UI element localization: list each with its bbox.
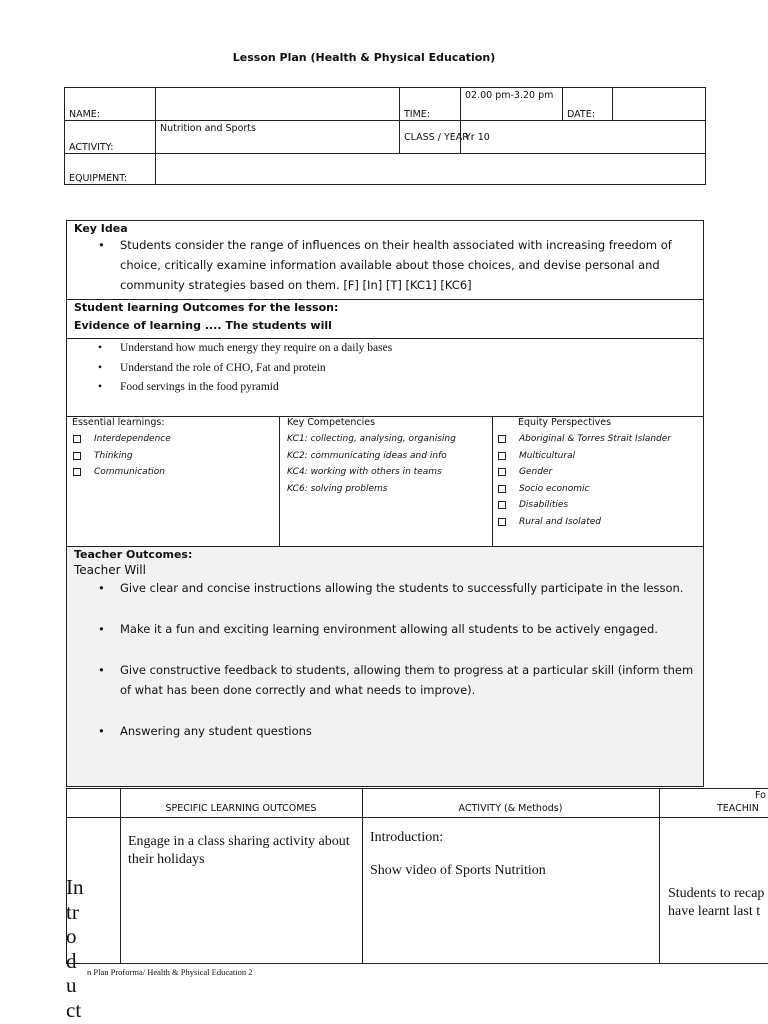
teaching-column-header: TEACHIN [717,803,759,814]
key-idea-bullet: • Students consider the range of influences on their health associated with increasing freedom of choice, critically examine information available about those choices, and devise personal and community strategies based on them. [F] [In] [T] [KC1] [KC6] [120,235,696,295]
equity-perspectives-column [492,417,703,546]
checkbox-icon[interactable] [498,501,506,509]
lesson-header-table [64,87,706,185]
key-idea-box [66,220,704,417]
essential-learning-item: Interdependence [67,431,279,448]
competency-item: KC2: communicating ideas and info [287,450,447,461]
equity-item: Rural and Isolated [492,514,703,531]
equity-item: Aboriginal & Torres Strait Islander [492,431,703,448]
equity-item: Multicultural [492,448,703,465]
activity-intro: Introduction: [370,830,444,845]
teacher-outcome-item: • Make it a fun and exciting learning environment allowing all students to be actively engaged. [120,619,696,639]
equity-item: Disabilities [492,497,703,514]
learning-framework-box [66,416,704,547]
equipment-label: EQUIPMENT: [65,154,156,185]
essential-learning-item: Communication [67,464,279,481]
checkbox-icon[interactable] [73,468,81,476]
teacher-outcomes-heading: Teacher Outcomes: [74,548,193,561]
page-footer: n Plan Proforma/ Health & Physical Education 2 [87,967,253,977]
equity-item: Gender [492,464,703,481]
time-label: TIME: [400,88,461,121]
checkbox-icon[interactable] [498,485,506,493]
equipment-field[interactable] [156,154,706,185]
checkbox-icon[interactable] [73,452,81,460]
equity-item: Socio economic [492,481,703,498]
class-year-label: CLASS / YEAR [400,121,461,154]
page-title: Lesson Plan (Health & Physical Education) [232,51,496,64]
essential-heading: Essential learnings: [72,417,165,428]
row-label-introduction: In tr o d u ct [66,875,84,1022]
slo-cell: Engage in a class sharing activity about their holidays [128,834,350,867]
activity-column-header: ACTIVITY (& Methods) [458,803,563,814]
checkbox-icon[interactable] [498,468,506,476]
slo-column-header: SPECIFIC LEARNING OUTCOMES [165,803,317,814]
teacher-outcomes-list [74,578,696,741]
competency-item: KC4: working with others in teams [287,467,442,477]
evidence-heading: Evidence of learning .... The students will [74,319,332,332]
essential-learnings-column [67,417,280,546]
teacher-outcome-item: • Give constructive feedback to students, allowing them to progress at a particular skill (inform them of what has been done correctly and what needs to improve). [120,660,696,700]
focus-column-header-top: Fo [755,790,766,801]
key-competencies-column [279,417,493,546]
name-field[interactable] [156,88,400,121]
lesson-plan-table [66,788,768,964]
activity-label: ACTIVITY: [65,121,156,154]
competency-item: KC6: solving problems [287,483,388,494]
checkbox-icon[interactable] [498,435,506,443]
teacher-will-label: Teacher Will [74,563,146,577]
teacher-outcomes-box [66,546,704,787]
teacher-outcome-item: • Give clear and concise instructions allowing the students to successfully participate in the lesson. [120,578,696,598]
key-idea-heading: Key Idea [74,222,128,235]
equity-heading: Equity Perspectives [518,417,612,428]
checkbox-icon[interactable] [498,518,506,526]
essential-learning-item: Thinking [67,448,279,465]
competencies-heading: Key Competencies [287,417,376,428]
activity-field[interactable]: Nutrition and Sports [156,121,400,154]
class-year-field[interactable]: Yr 10 [461,121,706,154]
outcome-item: • Food servings in the food pyramid [120,378,703,398]
outcomes-heading: Student learning Outcomes for the lesson: [74,301,339,314]
teaching-cell: Students to recap have learnt last t [668,886,765,919]
name-label: NAME: [65,88,156,121]
outcome-item: • Understand how much energy they require on a daily bases [120,339,703,359]
checkbox-icon[interactable] [73,435,81,443]
date-field[interactable] [613,88,706,121]
competency-item: KC1: collecting, analysing, organising [287,434,456,444]
date-label: DATE: [563,88,613,121]
outcomes-list [67,339,703,398]
time-field[interactable]: 02.00 pm-3.20 pm [461,88,563,121]
outcome-item: • Understand the role of CHO, Fat and protein [120,359,703,379]
checkbox-icon[interactable] [498,452,506,460]
activity-video: Show video of Sports Nutrition [370,863,546,878]
teacher-outcome-item: • Answering any student questions [120,721,696,741]
